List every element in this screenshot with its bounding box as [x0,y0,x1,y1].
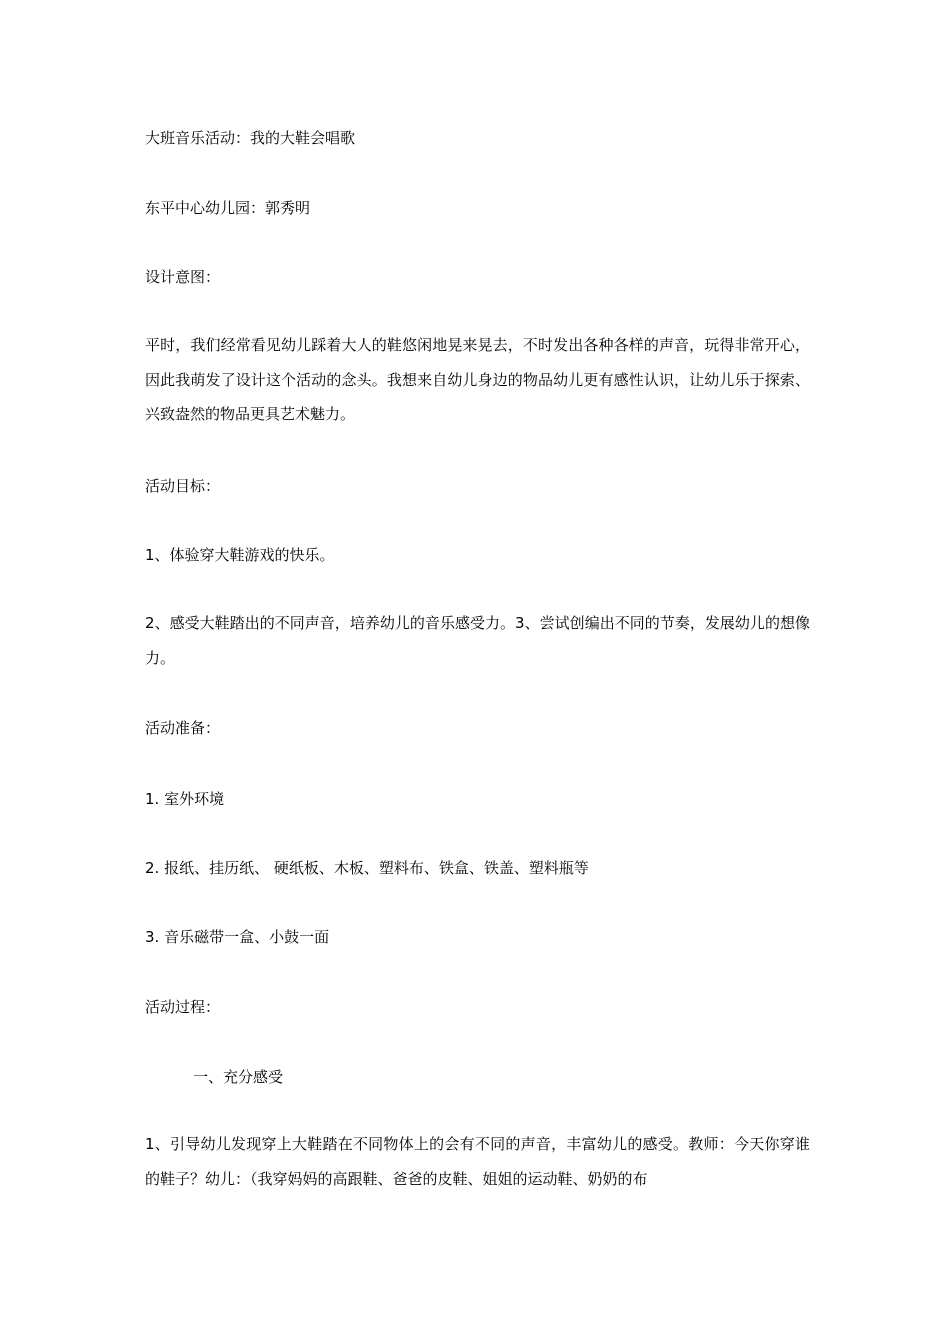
process-heading: 活动过程： [145,998,221,1016]
preparation-item-1: 1. 室外环境 [145,790,225,808]
process-section-1-heading: 一、充分感受 [193,1068,284,1086]
process-paragraph-1: 1、引导幼儿发现穿上大鞋踏在不同物体上的会有不同的声音，丰富幼儿的感受。教师：今天你穿谁的鞋子？幼儿：（我穿妈妈的高跟鞋、爸爸的皮鞋、姐姐的运动鞋、奶奶的布 [145,1135,810,1188]
goal-item-1: 1、体验穿大鞋游戏的快乐。 [145,546,335,564]
author-line: 东平中心幼儿园：郭秀明 [145,199,311,217]
preparation-heading: 活动准备： [145,719,221,737]
preparation-item-2: 2. 报纸、挂历纸、 硬纸板、木板、塑料布、铁盒、铁盖、塑料瓶等 [145,859,589,877]
document-title: 大班音乐活动：我的大鞋会唱歌 [145,129,356,147]
goals-heading: 活动目标： [145,477,221,495]
goal-item-2-3: 2、感受大鞋踏出的不同声音，培养幼儿的音乐感受力。3、尝试创编出不同的节奏，发展幼儿的想像力。 [145,614,810,667]
preparation-item-3: 3. 音乐磁带一盒、小鼓一面 [145,928,330,946]
design-intent-heading: 设计意图： [145,268,221,286]
design-intent-paragraph: 平时，我们经常看见幼儿踩着大人的鞋悠闲地晃来晃去，不时发出各种各样的声音，玩得非常开心，因此我萌发了设计这个活动的念头。我想来自幼儿身边的物品幼儿更有感性认识，让幼儿乐于探索、兴致盎然的物品更具艺术魅力。 [145,336,810,423]
